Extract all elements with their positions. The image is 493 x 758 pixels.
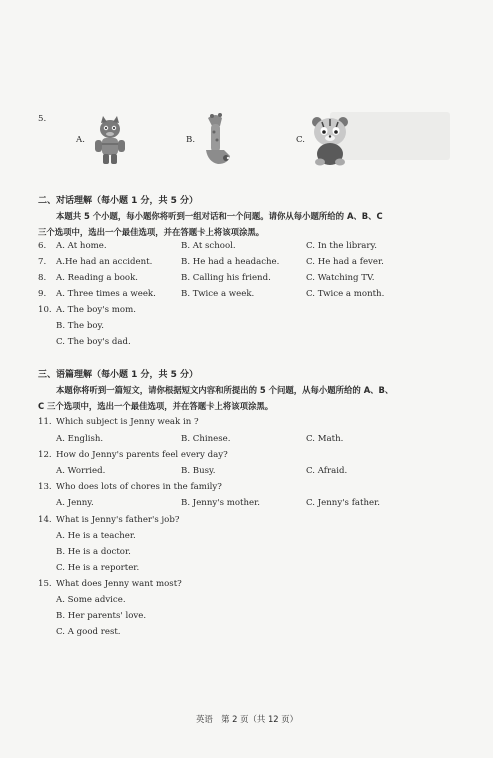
q14-option-c: C. He is a reporter. — [56, 563, 140, 573]
q6-option-a: A. At home. — [56, 241, 107, 251]
section3-instructions-line2: C 三个选项中，选出一个最佳选项，并在答题卡上将该项涂黑。 — [38, 401, 274, 411]
tiger-plush-icon — [308, 114, 352, 166]
q9-option-b: B. Twice a week. — [181, 289, 255, 299]
q11-text: Which subject is Jenny weak in ? — [56, 417, 199, 427]
q14-text: What is Jenny's father's job? — [56, 515, 180, 525]
q7-number: 7. — [38, 257, 47, 267]
giraffe-toy-icon — [198, 112, 238, 168]
q6-number: 6. — [38, 241, 47, 251]
q13-number: 13. — [38, 482, 52, 492]
q12-text: How do Jenny's parents feel every day? — [56, 450, 228, 460]
q7-option-c: C. He had a fever. — [306, 257, 384, 267]
section3-title: 三、语篇理解（每小题 1 分，共 5 分） — [38, 370, 199, 380]
q10-option-b: B. The boy. — [56, 321, 104, 331]
q5-option-c-letter: C. — [296, 135, 306, 145]
q9-option-a: A. Three times a week. — [56, 289, 156, 299]
q13-option-c: C. Jenny's father. — [306, 498, 380, 508]
q8-option-a: A. Reading a book. — [56, 273, 139, 283]
q12-option-b: B. Busy. — [181, 466, 216, 476]
q15-option-a: A. Some advice. — [56, 595, 126, 605]
q8-number: 8. — [38, 273, 47, 283]
q13-text: Who does lots of chores in the family? — [56, 482, 222, 492]
q11-option-c: C. Math. — [306, 434, 344, 444]
q14-number: 14. — [38, 515, 52, 525]
q10-option-c: C. The boy's dad. — [56, 337, 131, 347]
q14-option-b: B. He is a doctor. — [56, 547, 131, 557]
q5-option-a-letter: A. — [76, 135, 85, 145]
section2-title: 二、对话理解（每小题 1 分，共 5 分） — [38, 196, 199, 206]
q9-number: 9. — [38, 289, 47, 299]
q12-option-c: C. Afraid. — [306, 466, 348, 476]
q6-option-c: C. In the library. — [306, 241, 377, 251]
page-footer: 英语 第 2 页（共 12 页） — [196, 714, 299, 724]
q8-option-b: B. Calling his friend. — [181, 273, 271, 283]
q11-option-a: A. English. — [56, 434, 104, 444]
q9-option-c: C. Twice a month. — [306, 289, 385, 299]
q15-option-b: B. Her parents' love. — [56, 611, 147, 621]
q7-option-a: A.He had an accident. — [56, 257, 153, 267]
q15-number: 15. — [38, 579, 52, 589]
q10-option-a: A. The boy's mom. — [56, 305, 136, 315]
q11-option-b: B. Chinese. — [181, 434, 231, 444]
q12-option-a: A. Worried. — [56, 466, 106, 476]
q14-option-a: A. He is a teacher. — [56, 531, 136, 541]
q15-text: What does Jenny want most? — [56, 579, 182, 589]
q15-option-c: C. A good rest. — [56, 627, 121, 637]
section2-instructions-line1: 本题共 5 个小题，每小题你将听到一组对话和一个问题。请你从每小题所给的 A、B、C — [56, 211, 383, 221]
q8-option-c: C. Watching TV. — [306, 273, 375, 283]
q12-number: 12. — [38, 450, 52, 460]
cat-doll-icon — [90, 116, 130, 166]
q5-number: 5. — [38, 114, 47, 124]
q6-option-b: B. At school. — [181, 241, 236, 251]
q7-option-b: B. He had a headache. — [181, 257, 280, 267]
q5-option-b-letter: B. — [186, 135, 196, 145]
q10-number: 10. — [38, 305, 52, 315]
q13-option-b: B. Jenny's mother. — [181, 498, 261, 508]
q11-number: 11. — [38, 417, 52, 427]
section3-instructions-line1: 本题你将听到一篇短文，请你根据短文内容和所提出的 5 个问题，从每小题所给的 A、B、 — [56, 385, 394, 395]
section2-instructions-line2: 三个选项中，选出一个最佳选项，并在答题卡上将该项涂黑。 — [38, 227, 265, 237]
q13-option-a: A. Jenny. — [56, 498, 94, 508]
